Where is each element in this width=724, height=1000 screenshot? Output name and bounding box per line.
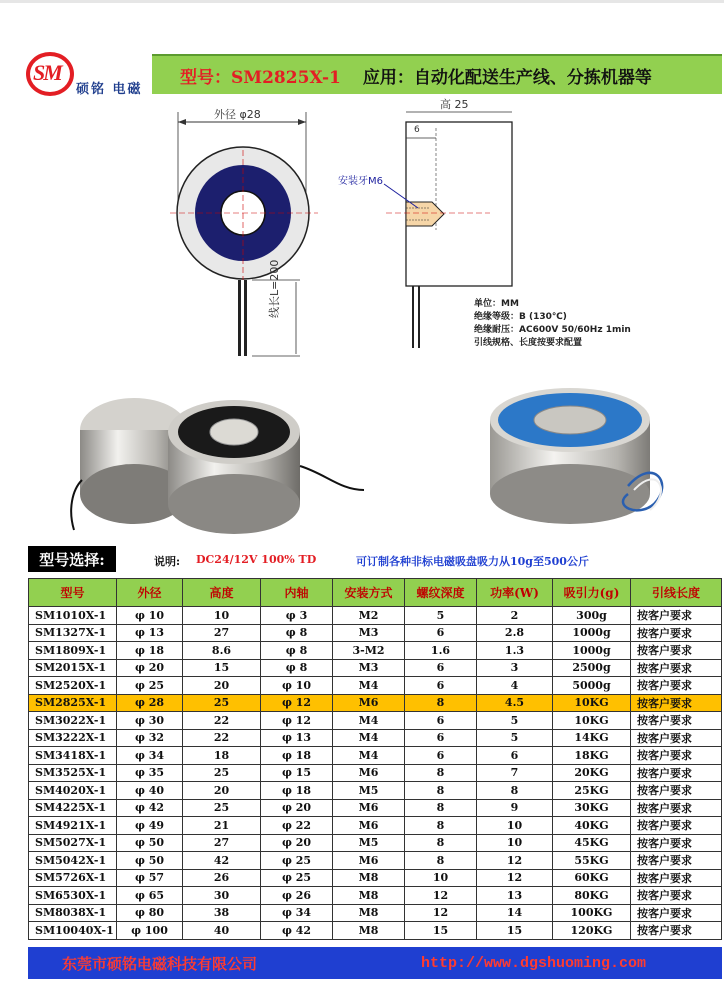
note-custom: 可订制各种非标电磁吸盘吸力从10g至500公斤 — [356, 555, 589, 568]
table-cell: φ 12 — [261, 694, 333, 712]
lead-length-label: 线长L=200 — [268, 259, 281, 318]
table-cell: φ 3 — [261, 607, 333, 625]
table-cell: 按客户要求 — [631, 922, 722, 940]
col-thread-depth: 螺纹深度 — [405, 579, 477, 607]
table-cell: φ 8 — [261, 624, 333, 642]
table-cell: 25 — [183, 799, 261, 817]
table-cell: 8 — [405, 782, 477, 800]
table-cell: φ 10 — [117, 607, 183, 625]
table-cell: 10 — [477, 834, 553, 852]
table-row — [29, 869, 722, 887]
table-cell: 按客户要求 — [631, 607, 722, 625]
col-height: 高度 — [183, 579, 261, 607]
table-cell: SM2520X-1 — [29, 677, 117, 695]
table-cell: 8 — [405, 799, 477, 817]
table-cell: M3 — [333, 624, 405, 642]
table-cell: 6 — [405, 729, 477, 747]
table-cell: 6 — [405, 712, 477, 730]
table-cell: 按客户要求 — [631, 764, 722, 782]
table-cell: φ 34 — [261, 904, 333, 922]
table-cell: 8.6 — [183, 642, 261, 660]
table-cell: 100KG — [553, 904, 631, 922]
table-cell: 7 — [477, 764, 553, 782]
model-selection-label: 型号选择: — [28, 546, 116, 572]
table-row — [29, 764, 722, 782]
table-cell: φ 20 — [261, 834, 333, 852]
table-cell: 15 — [183, 659, 261, 677]
table-cell: 80KG — [553, 887, 631, 905]
table-cell: 42 — [183, 852, 261, 870]
table-cell: 按客户要求 — [631, 852, 722, 870]
table-cell: φ 42 — [261, 922, 333, 940]
table-cell: 6 — [405, 624, 477, 642]
application-title: 应用：自动化配送生产线、分拣机器等 — [362, 67, 652, 88]
table-cell: M5 — [333, 782, 405, 800]
table-cell: φ 49 — [117, 817, 183, 835]
table-cell: 21 — [183, 817, 261, 835]
table-cell: 4.5 — [477, 694, 553, 712]
table-cell: 10 — [183, 607, 261, 625]
table-cell: 2.8 — [477, 624, 553, 642]
table-cell: 8 — [477, 782, 553, 800]
table-cell: SM1327X-1 — [29, 624, 117, 642]
table-cell: M4 — [333, 729, 405, 747]
table-cell: 按客户要求 — [631, 904, 722, 922]
table-cell: 按客户要求 — [631, 869, 722, 887]
table-cell: 10KG — [553, 712, 631, 730]
table-cell: 4 — [477, 677, 553, 695]
col-outer-dia: 外径 — [117, 579, 183, 607]
table-row — [29, 904, 722, 922]
table-cell: 按客户要求 — [631, 887, 722, 905]
company-name: 东莞市硕铭电磁科技有限公司 — [62, 954, 258, 973]
table-cell: φ 35 — [117, 764, 183, 782]
table-cell: φ 18 — [117, 642, 183, 660]
spec-lead: 引线规格、长度按要求配置 — [474, 338, 583, 348]
note-voltage: DC24/12V 100% TD — [196, 553, 317, 566]
table-row — [29, 659, 722, 677]
thread-depth-label: 6 — [414, 125, 420, 135]
table-cell: φ 15 — [261, 764, 333, 782]
table-cell: 按客户要求 — [631, 694, 722, 712]
col-model: 型号 — [29, 579, 117, 607]
table-cell: 25KG — [553, 782, 631, 800]
table-cell: 18 — [183, 747, 261, 765]
table-cell: SM1809X-1 — [29, 642, 117, 660]
table-cell: 8 — [405, 834, 477, 852]
table-cell: φ 25 — [261, 869, 333, 887]
table-cell: 按客户要求 — [631, 747, 722, 765]
table-cell: 按客户要求 — [631, 782, 722, 800]
table-cell: φ 13 — [117, 624, 183, 642]
table-cell: φ 20 — [261, 799, 333, 817]
brand-name: 硕铭 电磁 — [76, 82, 143, 97]
table-cell: 8 — [405, 852, 477, 870]
table-cell: M5 — [333, 834, 405, 852]
table-row — [29, 729, 722, 747]
height-label: 高 25 — [440, 98, 469, 111]
table-row — [29, 624, 722, 642]
table-cell: 22 — [183, 729, 261, 747]
table-cell: φ 22 — [261, 817, 333, 835]
note-prefix: 说明: — [154, 555, 181, 568]
table-cell: SM6530X-1 — [29, 887, 117, 905]
col-force: 吸引力(g) — [553, 579, 631, 607]
table-cell: SM1010X-1 — [29, 607, 117, 625]
table-cell: 12 — [405, 904, 477, 922]
table-cell: 14KG — [553, 729, 631, 747]
table-cell: φ 8 — [261, 642, 333, 660]
table-cell: φ 10 — [261, 677, 333, 695]
table-cell: M8 — [333, 922, 405, 940]
table-cell: 5 — [405, 607, 477, 625]
table-row — [29, 834, 722, 852]
table-cell: SM3222X-1 — [29, 729, 117, 747]
table-cell: SM5042X-1 — [29, 852, 117, 870]
table-cell: 120KG — [553, 922, 631, 940]
logo: SM — [33, 60, 61, 85]
table-cell: SM5726X-1 — [29, 869, 117, 887]
table-cell: SM2825X-1 — [29, 694, 117, 712]
table-cell: 8 — [405, 694, 477, 712]
table-cell: 27 — [183, 834, 261, 852]
table-cell: 13 — [477, 887, 553, 905]
table-cell: 40KG — [553, 817, 631, 835]
table-cell: 6 — [405, 747, 477, 765]
table-cell: φ 50 — [117, 852, 183, 870]
table-cell: 按客户要求 — [631, 659, 722, 677]
table-cell: 15 — [477, 922, 553, 940]
table-cell: 5000g — [553, 677, 631, 695]
table-cell: SM4020X-1 — [29, 782, 117, 800]
table-cell: 30KG — [553, 799, 631, 817]
table-cell: 12 — [477, 869, 553, 887]
table-cell: M6 — [333, 799, 405, 817]
table-cell: SM8038X-1 — [29, 904, 117, 922]
table-cell: 按客户要求 — [631, 817, 722, 835]
table-row — [29, 712, 722, 730]
table-row — [29, 817, 722, 835]
footer-bar — [28, 947, 722, 979]
table-cell: φ 30 — [117, 712, 183, 730]
table-cell: 30 — [183, 887, 261, 905]
table-cell: 55KG — [553, 852, 631, 870]
spec-unit: 单位：MM — [474, 299, 519, 309]
table-cell: M8 — [333, 904, 405, 922]
table-cell: 按客户要求 — [631, 712, 722, 730]
table-cell: 9 — [477, 799, 553, 817]
table-cell: 5 — [477, 729, 553, 747]
table-cell: 1000g — [553, 624, 631, 642]
table-cell: SM5027X-1 — [29, 834, 117, 852]
table-cell: 20 — [183, 782, 261, 800]
table-cell: 6 — [477, 747, 553, 765]
table-row — [29, 799, 722, 817]
spec-voltage: 绝缘耐压：AC600V 50/60Hz 1min — [474, 325, 631, 335]
table-cell: 1000g — [553, 642, 631, 660]
col-mount: 安装方式 — [333, 579, 405, 607]
product-photo-left — [64, 370, 364, 540]
table-cell: 10KG — [553, 694, 631, 712]
col-power: 功率(W) — [477, 579, 553, 607]
table-cell: 3-M2 — [333, 642, 405, 660]
table-cell: 3 — [477, 659, 553, 677]
table-cell: 45KG — [553, 834, 631, 852]
table-cell: M6 — [333, 694, 405, 712]
table-cell: φ 25 — [117, 677, 183, 695]
table-cell: M4 — [333, 677, 405, 695]
table-cell: φ 26 — [261, 887, 333, 905]
table-cell: 按客户要求 — [631, 642, 722, 660]
table-cell: 按客户要求 — [631, 677, 722, 695]
table-cell: φ 13 — [261, 729, 333, 747]
table-cell: 15 — [405, 922, 477, 940]
table-cell: 6 — [405, 659, 477, 677]
table-cell: SM3418X-1 — [29, 747, 117, 765]
table-cell: 按客户要求 — [631, 799, 722, 817]
table-cell: 25 — [183, 694, 261, 712]
table-cell: 8 — [405, 817, 477, 835]
table-row — [29, 852, 722, 870]
table-cell: φ 42 — [117, 799, 183, 817]
table-cell: M6 — [333, 817, 405, 835]
table-cell: 10 — [405, 869, 477, 887]
table-cell: M8 — [333, 887, 405, 905]
table-cell: 25 — [183, 764, 261, 782]
table-cell: φ 28 — [117, 694, 183, 712]
table-row — [29, 694, 722, 712]
table-cell: 40 — [183, 922, 261, 940]
table-cell: φ 8 — [261, 659, 333, 677]
table-cell: φ 57 — [117, 869, 183, 887]
website-link[interactable]: http://www.dgshuoming.com — [420, 954, 646, 972]
spec-list — [474, 298, 631, 350]
table-row — [29, 642, 722, 660]
table-cell: φ 100 — [117, 922, 183, 940]
table-cell: 2500g — [553, 659, 631, 677]
table-cell: φ 12 — [261, 712, 333, 730]
table-cell: SM3022X-1 — [29, 712, 117, 730]
table-cell: 8 — [405, 764, 477, 782]
table-cell: M6 — [333, 852, 405, 870]
table-row — [29, 782, 722, 800]
table-cell: 10 — [477, 817, 553, 835]
table-cell: M3 — [333, 659, 405, 677]
table-cell: 按客户要求 — [631, 729, 722, 747]
table-cell: 5 — [477, 712, 553, 730]
table-cell: 27 — [183, 624, 261, 642]
table-cell: 18KG — [553, 747, 631, 765]
table-cell: φ 65 — [117, 887, 183, 905]
product-photo-right — [478, 376, 674, 536]
table-cell: φ 50 — [117, 834, 183, 852]
spec-insulation: 绝缘等级：B (130℃) — [474, 312, 567, 322]
table-cell: 12 — [405, 887, 477, 905]
table-cell: φ 18 — [261, 747, 333, 765]
col-lead-length: 引线长度 — [631, 579, 722, 607]
table-cell: 26 — [183, 869, 261, 887]
table-cell: 按客户要求 — [631, 834, 722, 852]
table-cell: 20KG — [553, 764, 631, 782]
table-cell: 1.6 — [405, 642, 477, 660]
table-cell: 按客户要求 — [631, 624, 722, 642]
model-table — [28, 578, 722, 940]
table-cell: φ 34 — [117, 747, 183, 765]
table-cell: SM3525X-1 — [29, 764, 117, 782]
table-cell: φ 20 — [117, 659, 183, 677]
table-cell: 1.3 — [477, 642, 553, 660]
table-cell: φ 80 — [117, 904, 183, 922]
table-cell: SM4921X-1 — [29, 817, 117, 835]
table-cell: 2 — [477, 607, 553, 625]
table-cell: M4 — [333, 712, 405, 730]
table-cell: 20 — [183, 677, 261, 695]
table-row — [29, 922, 722, 940]
table-cell: 60KG — [553, 869, 631, 887]
table-cell: 14 — [477, 904, 553, 922]
table-cell: 6 — [405, 677, 477, 695]
table-cell: SM10040X-1 — [29, 922, 117, 940]
table-header-row — [29, 579, 722, 607]
model-title: 型号：SM2825X-1 — [180, 67, 341, 88]
table-cell: M6 — [333, 764, 405, 782]
table-cell: SM4225X-1 — [29, 799, 117, 817]
table-cell: φ 25 — [261, 852, 333, 870]
table-cell: φ 32 — [117, 729, 183, 747]
table-cell: M4 — [333, 747, 405, 765]
table-cell: M8 — [333, 869, 405, 887]
col-inner-shaft: 内轴 — [261, 579, 333, 607]
table-cell: φ 18 — [261, 782, 333, 800]
table-row — [29, 887, 722, 905]
table-cell: SM2015X-1 — [29, 659, 117, 677]
outer-diameter-label: 外径 φ28 — [214, 108, 261, 121]
table-cell: M2 — [333, 607, 405, 625]
table-row — [29, 747, 722, 765]
table-row — [29, 607, 722, 625]
table-cell: 300g — [553, 607, 631, 625]
table-cell: 12 — [477, 852, 553, 870]
thread-label: 安装牙M6 — [338, 176, 383, 187]
table-row — [29, 677, 722, 695]
table-cell: 38 — [183, 904, 261, 922]
table-cell: 22 — [183, 712, 261, 730]
table-cell: φ 40 — [117, 782, 183, 800]
